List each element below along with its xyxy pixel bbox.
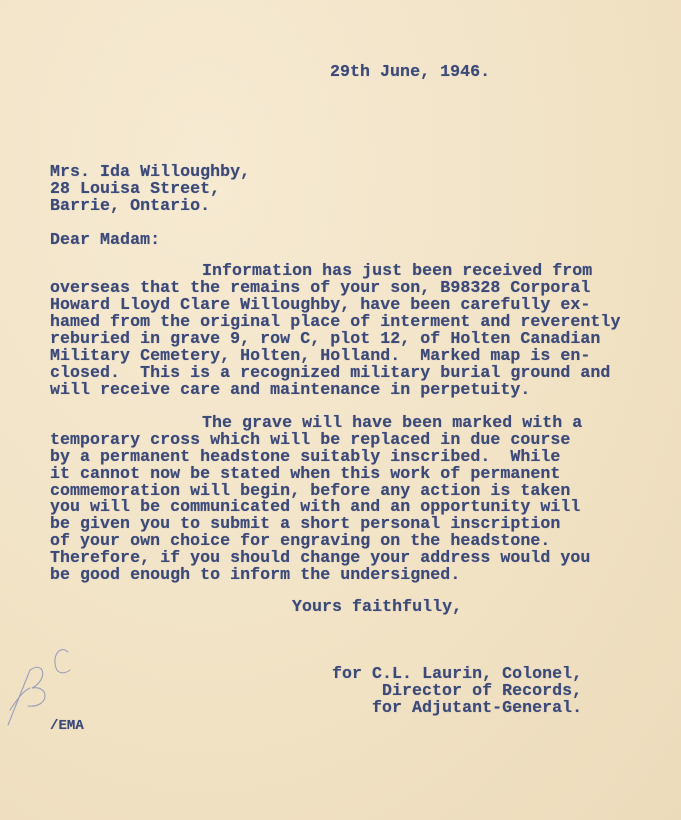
handwritten-initials — [0, 640, 90, 735]
text-line: Howard Lloyd Clare Willoughby, have been carefully ex- — [50, 295, 591, 314]
text-line: hamed from the original place of interment and reverently — [50, 312, 621, 331]
signature-line: for C.L. Laurin, Colonel, — [332, 664, 583, 683]
salutation: Dear Madam: — [50, 230, 161, 249]
signature-line: Director of Records, — [382, 681, 583, 700]
text-line: be good enough to inform the undersigned. — [50, 565, 461, 584]
signature-line: for Adjutant-General. — [372, 698, 583, 717]
reference-initials: /EMA — [50, 718, 84, 734]
text-line: temporary cross which will be replaced in due course — [50, 430, 571, 449]
text-line: Military Cemetery, Holten, Holland. Marked map is en- — [50, 346, 591, 365]
text-line: will receive care and maintenance in perpetuity. — [50, 380, 531, 399]
recipient-line: Barrie, Ontario. — [50, 196, 211, 215]
text-line: Therefore, if you should change your address would you — [50, 548, 591, 567]
text-line: it cannot now be stated when this work of permanent — [50, 464, 561, 483]
text-line: be given you to submit a short personal inscription — [50, 514, 561, 533]
text-line: commemoration will begin, before any action is taken — [50, 481, 571, 500]
text-line: of your own choice for engraving on the headstone. — [50, 531, 551, 550]
letter-date: 29th June, 1946. — [330, 62, 491, 81]
recipient-line: Mrs. Ida Willoughby, — [50, 162, 251, 181]
recipient-line: 28 Louisa Street, — [50, 179, 221, 198]
text-line: The grave will have been marked with a — [202, 413, 583, 432]
closing: Yours faithfully, — [292, 597, 463, 616]
text-line: overseas that the remains of your son, B98328 Corporal — [50, 278, 591, 297]
text-line: closed. This is a recognized military burial ground and — [50, 363, 611, 382]
text-line: reburied in grave 9, row C, plot 12, of Holten Canadian — [50, 329, 601, 348]
text-line: Information has just been received from — [202, 261, 593, 280]
text-line: by a permanent headstone suitably inscribed. While — [50, 447, 561, 466]
text-line: you will be communicated with and an opportunity will — [50, 497, 581, 516]
